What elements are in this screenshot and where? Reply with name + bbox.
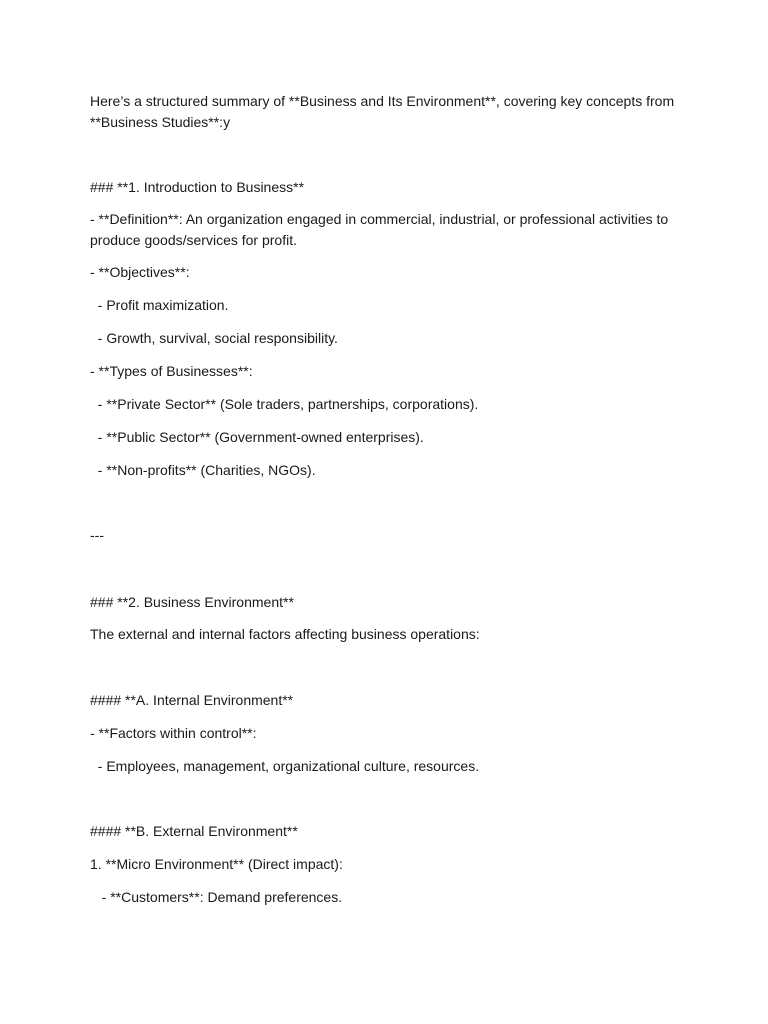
types-label: - **Types of Businesses**: — [90, 363, 253, 379]
objective-item: - Growth, survival, social responsibility. — [90, 330, 338, 346]
business-type-item: - **Non-profits** (Charities, NGOs). — [90, 462, 316, 478]
intro-text-line-1: Here’s a structured summary of **Business and Its Environment**, covering key concepts from — [90, 93, 675, 109]
internal-environment-heading: #### **A. Internal Environment** — [90, 692, 294, 708]
definition-line-2: produce goods/services for profit. — [90, 232, 297, 248]
internal-factors-item: - Employees, management, organizational culture, resources. — [90, 758, 480, 774]
section-1-heading: ### **1. Introduction to Business** — [90, 179, 305, 195]
objectives-label: - **Objectives**: — [90, 264, 190, 280]
customers-item: - **Customers**: Demand preferences. — [90, 889, 343, 905]
internal-factors-label: - **Factors within control**: — [90, 725, 257, 741]
business-type-item: - **Private Sector** (Sole traders, partnerships, corporations). — [90, 396, 479, 412]
definition-line-1: - **Definition**: An organization engaged in commercial, industrial, or professional activities to — [90, 211, 669, 227]
section-2-description: The external and internal factors affecting business operations: — [90, 626, 480, 642]
micro-environment-item: 1. **Micro Environment** (Direct impact): — [90, 856, 343, 872]
section-separator: --- — [90, 527, 104, 543]
business-type-item: - **Public Sector** (Government-owned enterprises). — [90, 429, 424, 445]
external-environment-heading: #### **B. External Environment** — [90, 823, 298, 839]
objective-item: - Profit maximization. — [90, 297, 229, 313]
intro-text-line-2: **Business Studies**:y — [90, 114, 231, 130]
section-2-heading: ### **2. Business Environment** — [90, 594, 294, 610]
